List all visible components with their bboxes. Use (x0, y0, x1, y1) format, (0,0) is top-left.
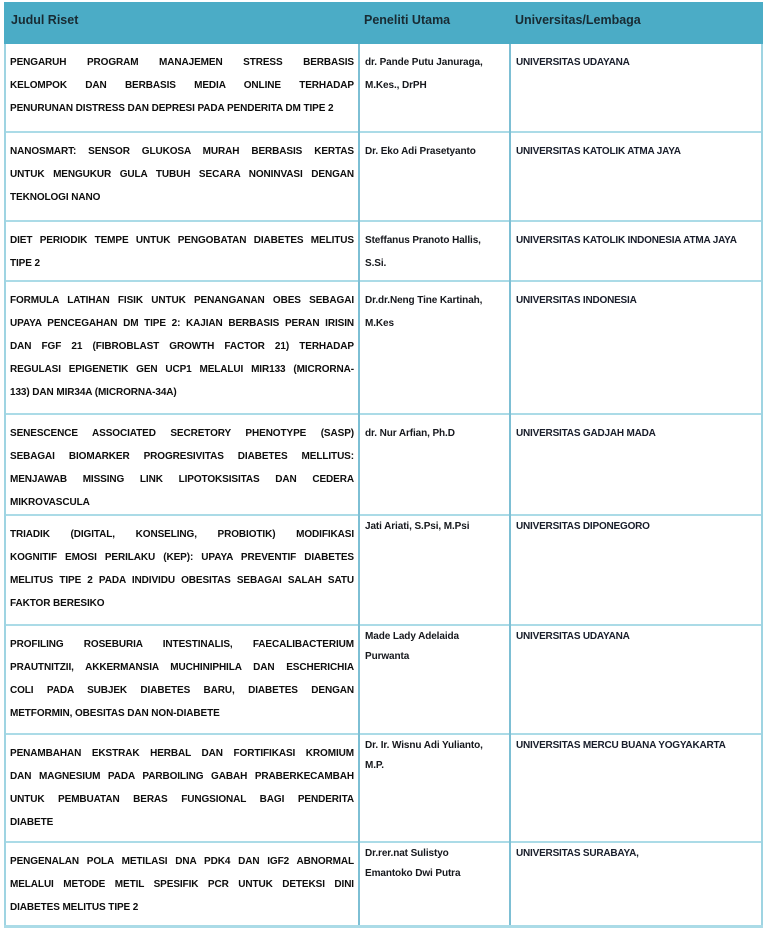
researcher-cell (359, 734, 510, 842)
researcher-cell (359, 44, 510, 132)
table-body (5, 44, 762, 926)
researcher-text-line: Dr.rer.nat Sulistyo (365, 848, 449, 859)
title-text-line: NANOSMART: SENSOR GLUKOSA MURAH BERBASIS KERTAS (10, 146, 354, 157)
title-text-line: COLI PADA SUBJEK DIABETES BARU, DIABETES DENGAN (10, 685, 354, 696)
table-row (5, 281, 762, 414)
researcher-text-line: Purwanta (365, 651, 410, 662)
column-header-peneliti-utama: Peneliti Utama (359, 2, 510, 44)
researcher-cell (359, 132, 510, 221)
researcher-text-line: Dr.dr.Neng Tine Kartinah, (365, 295, 483, 306)
research-title-cell (5, 625, 359, 734)
table-row (5, 625, 762, 734)
researcher-text-line: M.P. (365, 760, 384, 771)
title-text-line: MIKROVASCULA (10, 497, 90, 508)
column-header-judul-riset: Judul Riset (5, 2, 359, 44)
institution-text-line: UNIVERSITAS MERCU BUANA YOGYAKARTA (516, 740, 726, 751)
title-text-line: MENJAWAB MISSING LINK LIPOTOKSISITAS DAN CEDERA (10, 474, 354, 485)
institution-cell (510, 132, 762, 221)
table-row (5, 515, 762, 625)
title-text-line: UPAYA PENCEGAHAN DM TIPE 2: KAJIAN BERBASIS PERAN IRISIN (10, 318, 354, 329)
title-text-line: DAN FGF 21 (FIBROBLAST GROWTH FACTOR 21) TERHADAP (10, 341, 354, 352)
title-text-line: PENURUNAN DISTRESS DAN DEPRESI PADA PENDERITA DM TIPE 2 (10, 103, 334, 114)
page (0, 2, 765, 934)
institution-text-line: UNIVERSITAS KATOLIK INDONESIA ATMA JAYA (516, 235, 737, 246)
institution-cell (510, 221, 762, 281)
institution-text-line: UNIVERSITAS UDAYANA (516, 631, 630, 642)
institution-cell (510, 515, 762, 625)
title-text-line: UNTUK MENGUKUR GULA TUBUH SECARA NONINVASI DENGAN (10, 169, 354, 180)
research-title-cell (5, 132, 359, 221)
title-text-line: FAKTOR BERESIKO (10, 598, 105, 609)
title-text-line: PENGENALAN POLA METILASI DNA PDK4 DAN IGF2 ABNORMAL (10, 856, 354, 867)
researcher-cell (359, 281, 510, 414)
title-text-line: TEKNOLOGI NANO (10, 192, 101, 203)
researcher-text-line: Dr. Eko Adi Prasetyanto (365, 146, 476, 157)
table-row (5, 44, 762, 132)
researcher-cell (359, 221, 510, 281)
institution-text-line: UNIVERSITAS GADJAH MADA (516, 428, 656, 439)
table-row (5, 734, 762, 842)
institution-text-line: UNIVERSITAS UDAYANA (516, 57, 630, 68)
researcher-text-line: Dr. Ir. Wisnu Adi Yulianto, (365, 740, 483, 751)
researcher-cell (359, 515, 510, 625)
researcher-cell (359, 625, 510, 734)
researcher-text-line: Made Lady Adelaida (365, 631, 459, 642)
title-text-line: KELOMPOK DAN BERBASIS MEDIA ONLINE TERHADAP (10, 80, 354, 91)
title-text-line: TIPE 2 (10, 258, 40, 269)
title-text-line: KOGNITIF EMOSI PERILAKU (KEP): UPAYA PREVENTIF DIABETES (10, 552, 354, 563)
title-text-line: MELITUS TIPE 2 PADA INDIVIDU OBESITAS SEBAGAI SALAH SATU (10, 575, 354, 586)
institution-text-line: UNIVERSITAS DIPONEGORO (516, 521, 650, 532)
title-text-line: 133) DAN MIR34A (MICRORNA-34A) (10, 387, 177, 398)
researcher-cell (359, 842, 510, 926)
researcher-text-line: dr. Nur Arfian, Ph.D (365, 428, 455, 439)
institution-cell (510, 414, 762, 515)
institution-cell (510, 44, 762, 132)
title-text-line: MELALUI METODE METIL SPESIFIK PCR UNTUK DETEKSI DINI (10, 879, 354, 890)
table-row (5, 842, 762, 926)
research-title-cell (5, 414, 359, 515)
researcher-cell (359, 414, 510, 515)
title-text-line: METFORMIN, OBESITAS DAN NON-DIABETE (10, 708, 220, 719)
title-text-line: REGULASI EPIGENETIK GEN UCP1 MELALUI MIR133 (MICRORNA- (10, 364, 354, 375)
research-table (4, 2, 763, 928)
title-text-line: PRAUTNITZII, AKKERMANSIA MUCHINIPHILA DAN ESCHERICHIA (10, 662, 354, 673)
title-text-line: DIABETES MELITUS TIPE 2 (10, 902, 139, 913)
research-title-cell (5, 281, 359, 414)
header-row (5, 2, 762, 44)
table-row (5, 414, 762, 515)
researcher-text-line: Emantoko Dwi Putra (365, 868, 461, 879)
column-header-universitas-lembaga: Universitas/Lembaga (510, 2, 762, 44)
title-text-line: DIET PERIODIK TEMPE UNTUK PENGOBATAN DIABETES MELITUS (10, 235, 354, 246)
title-text-line: PENAMBAHAN EKSTRAK HERBAL DAN FORTIFIKASI KROMIUM (10, 748, 354, 759)
researcher-text-line: S.Si. (365, 258, 387, 269)
researcher-text-line: Jati Ariati, S.Psi, M.Psi (365, 521, 470, 532)
institution-text-line: UNIVERSITAS INDONESIA (516, 295, 637, 306)
table-row (5, 221, 762, 281)
research-title-cell (5, 515, 359, 625)
researcher-text-line: M.Kes (365, 318, 394, 329)
research-title-cell (5, 221, 359, 281)
researcher-text-line: M.Kes., DrPH (365, 80, 427, 91)
researcher-text-line: dr. Pande Putu Januraga, (365, 57, 483, 68)
institution-text-line: UNIVERSITAS KATOLIK ATMA JAYA (516, 146, 681, 157)
title-text-line: DIABETE (10, 817, 54, 828)
title-text-line: SENESCENCE ASSOCIATED SECRETORY PHENOTYPE (SASP) (10, 428, 354, 439)
institution-cell (510, 281, 762, 414)
title-text-line: PENGARUH PROGRAM MANAJEMEN STRESS BERBASIS (10, 57, 354, 68)
institution-cell (510, 842, 762, 926)
title-text-line: UNTUK PEMBUATAN BERAS FUNGSIONAL BAGI PENDERITA (10, 794, 354, 805)
title-text-line: SEBAGAI BIOMARKER PROGRESIVITAS DIABETES MELLITUS: (10, 451, 354, 462)
title-text-line: FORMULA LATIHAN FISIK UNTUK PENANGANAN OBES SEBAGAI (10, 295, 354, 306)
research-title-cell (5, 734, 359, 842)
research-title-cell (5, 44, 359, 132)
title-text-line: PROFILING ROSEBURIA INTESTINALIS, FAECALIBACTERIUM (10, 639, 354, 650)
title-text-line: DAN MAGNESIUM PADA PARBOILING GABAH PRABERKECAMBAH (10, 771, 354, 782)
researcher-text-line: Steffanus Pranoto Hallis, (365, 235, 481, 246)
title-text-line: TRIADIK (DIGITAL, KONSELING, PROBIOTIK) MODIFIKASI (10, 529, 354, 540)
institution-text-line: UNIVERSITAS SURABAYA, (516, 848, 639, 859)
institution-cell (510, 625, 762, 734)
institution-cell (510, 734, 762, 842)
research-title-cell (5, 842, 359, 926)
table-row (5, 132, 762, 221)
